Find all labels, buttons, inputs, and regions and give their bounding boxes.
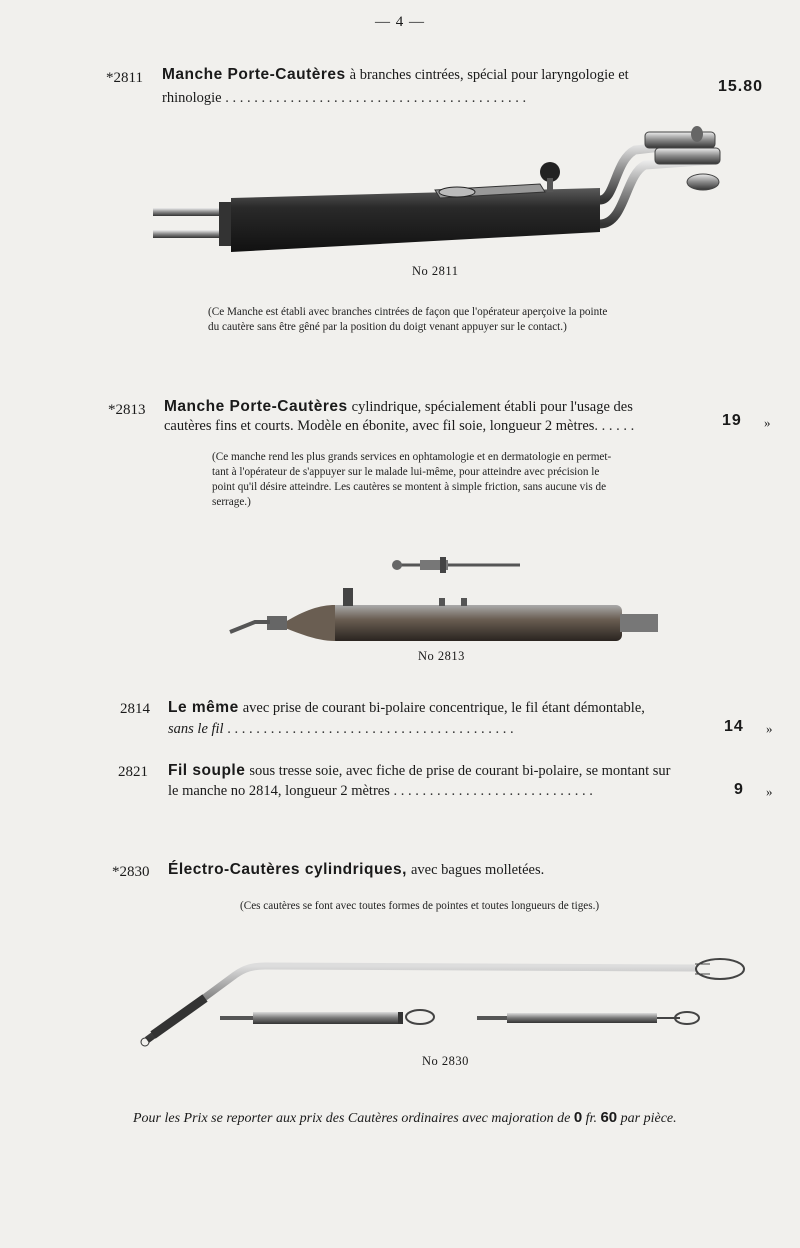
item-desc-line2-2814: sans le fil . . . . . . . . . . . . . . . . . . . . . . . . . . . . . . . . . . . . . . . . [168,721,514,737]
item-desc-line1: sous tresse soie, avec fiche de prise de courant bi-polaire, se montant sur [249,763,671,779]
item-price-2813: 19 [722,412,742,429]
item-name: Fil souple [168,762,246,779]
item-note-2830: (Ces cautères se font avec toutes formes de pointes et toutes longueurs de tiges.) [240,900,600,912]
note-line: (Ce Manche est établi avec branches cintrées de façon que l'opérateur aperçoive la pointe [208,306,608,318]
item-desc-line2: le manche no 2814, longueur 2 mètres [168,783,390,799]
item-name: Manche Porte‑Cautères [164,398,348,415]
item-name: Manche Porte‑Cautères [162,66,346,83]
item-desc-line2: rhinologie [162,90,222,106]
footnote-amount-centimes: 60 [600,1109,618,1126]
item-desc-line1: avec bagues molletées. [410,862,545,878]
note-line: point qu'il désire atteindre. Les cautères se montent à simple friction, sans aucune vis de [212,481,607,493]
item-desc-line2-2811: rhinologie . . . . . . . . . . . . . . . . . . . . . . . . . . . . . . . . . . . . . . . . . . [162,90,527,106]
note-line: (Ce manche rend les plus grands services en ophtamologie et en dermatologie en permet- [212,451,612,463]
item-ref-2813: *2813 [108,402,146,418]
footnote-text-end: par pièce. [620,1111,677,1126]
item-desc-line2-2813: cautères fins et courts. Modèle en ébonite, avec fil soie, longueur 2 mètres. . . . . . [164,418,635,434]
item-price-2821: 9 [734,781,744,798]
item-desc-line1: à branches cintrées, spécial pour laryngologie et [349,67,629,83]
figure-caption-2811: No 2811 [412,264,459,278]
note-line: du cautère sans être gêné par la position du doigt venant appuyer sur le contact.) [208,321,567,333]
item-desc-line2: sans le fil [168,721,224,737]
item-heading-2821 [168,762,698,781]
item-desc-line2: cautères fins et courts. Modèle en ébonite, avec fil soie, longueur 2 mètres [164,418,595,434]
item-desc-line1: cylindrique, spécialement établi pour l'usage des [351,399,633,415]
item-price-unit-2814: » [766,721,773,736]
item-note-2813 [212,450,674,510]
item-ref-2830: *2830 [112,864,150,880]
footnote-amount-francs: 0 [573,1109,583,1126]
item-heading-2814 [168,699,698,718]
page-number: — 4 — [375,14,425,30]
item-name: Électro‑Cautères cylindriques, [168,861,407,878]
footnote-text: Pour les Prix se reporter aux prix des Cautères ordinaires avec majoration de [133,1111,571,1126]
item-desc-line2-2821: le manche no 2814, longueur 2 mètres . . . . . . . . . . . . . . . . . . . . . . . . . . . . [168,783,593,799]
item-price-2814: 14 [724,718,744,735]
item-name: Le même [168,699,239,716]
footnote-currency: fr. [585,1111,597,1126]
item-price-unit-2813: » [764,415,771,430]
item-heading-2811 [162,66,702,85]
item-ref-2811: *2811 [106,70,143,86]
figure-caption-2813: No 2813 [418,649,465,663]
instrument-illustration-2830 [135,950,755,1050]
item-desc-line1: avec prise de courant bi-polaire concentrique, le fil étant démontable, [242,700,645,716]
instrument-illustration-2811 [145,120,735,260]
note-line: tant à l'opérateur de s'appuyer sur le malade lui-même, pour atteindre avec précision le [212,466,600,478]
item-heading-2813 [164,398,694,417]
instrument-illustration-2813 [225,550,665,650]
item-heading-2830 [168,861,728,880]
item-price-2811: 15.80 [718,78,764,95]
item-price-unit-2821: » [766,784,773,799]
item-note-2811 [208,305,678,335]
item-ref-2814: 2814 [120,701,150,717]
price-footnote [133,1109,677,1127]
note-line: serrage.) [212,496,251,508]
item-ref-2821: 2821 [118,764,148,780]
figure-caption-2830: No 2830 [422,1054,469,1068]
